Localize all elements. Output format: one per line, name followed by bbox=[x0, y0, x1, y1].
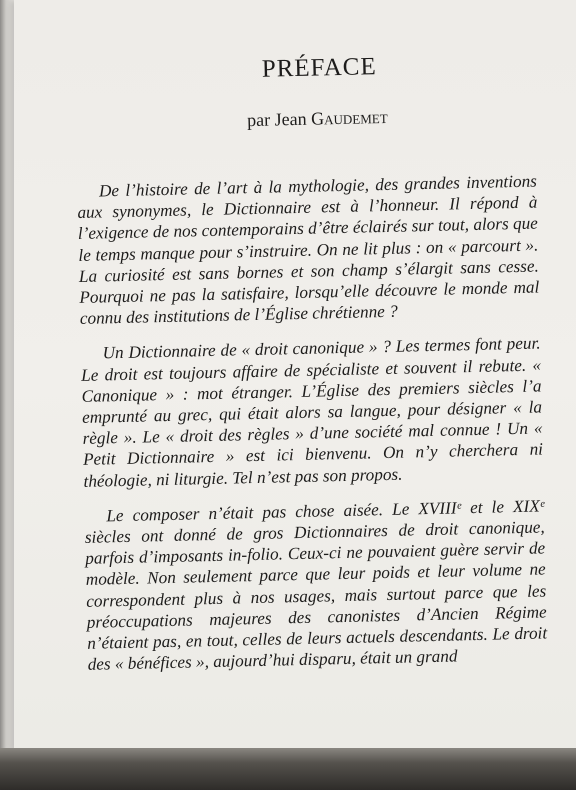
paragraph-3: Le composer n’était pas chose aisée. Le XVIIIᵉ et le XIXᵉ siècles ont donné de gros Dictionnaires de droit canonique, parfois d’imposants in-folio. Ceux-ci ne pouvaient guère servir de modèle. Non seulement parce que leur poids et leur volume ne correspondent plus à nos usages, mais surtout parce que les préoccupations majeures des canonistes d’Ancien Régime n’étaient pas, en tout, celles de leurs actuels descendants. Le droit des « bénéfices », aujourd’hui disparu, était un grand bbox=[84, 496, 548, 675]
page-content bbox=[74, 50, 548, 690]
author-byline bbox=[99, 104, 535, 135]
book-page bbox=[14, 0, 576, 752]
paragraph-2: Un Dictionnaire de « droit canonique » ? Les termes font peur. Le droit est toujours affaire de spécialiste et souvent il rebute. « Canonique » : mot étranger. L’Église des premiers siècles l’a emprunté au grec, qui était alors sa langue, pour désigner « la règle ». Le « droit des règles » d’une société mal connue ! Un « Petit Dictionnaire » est ici bienvenu. On n’y cherchera ni théologie, ni liturgie. Tel n’est pas son propos. bbox=[80, 333, 544, 491]
byline-author: Gaudemet bbox=[310, 106, 388, 129]
page-title: PRÉFACE bbox=[261, 53, 377, 83]
table-surface bbox=[0, 748, 576, 790]
paragraph-1: De l’histoire de l’art à la mythologie, des grandes inventions aux synonymes, le Dictionnaire est à l’honneur. Il répond à l’exigence de nos contemporains d’être éclairés sur tout, alors que le temps manque pour s’instruire. On ne lit plus : on « parcourt ». La curiosité est sans bornes et son champ s’élargit sans cesse. Pourquoi ne pas la satisfaire, lorsqu’elle découvre le monde mal connu des institutions de l’Église chrétienne ? bbox=[77, 171, 540, 329]
byline-prefix: par Jean bbox=[246, 108, 312, 131]
